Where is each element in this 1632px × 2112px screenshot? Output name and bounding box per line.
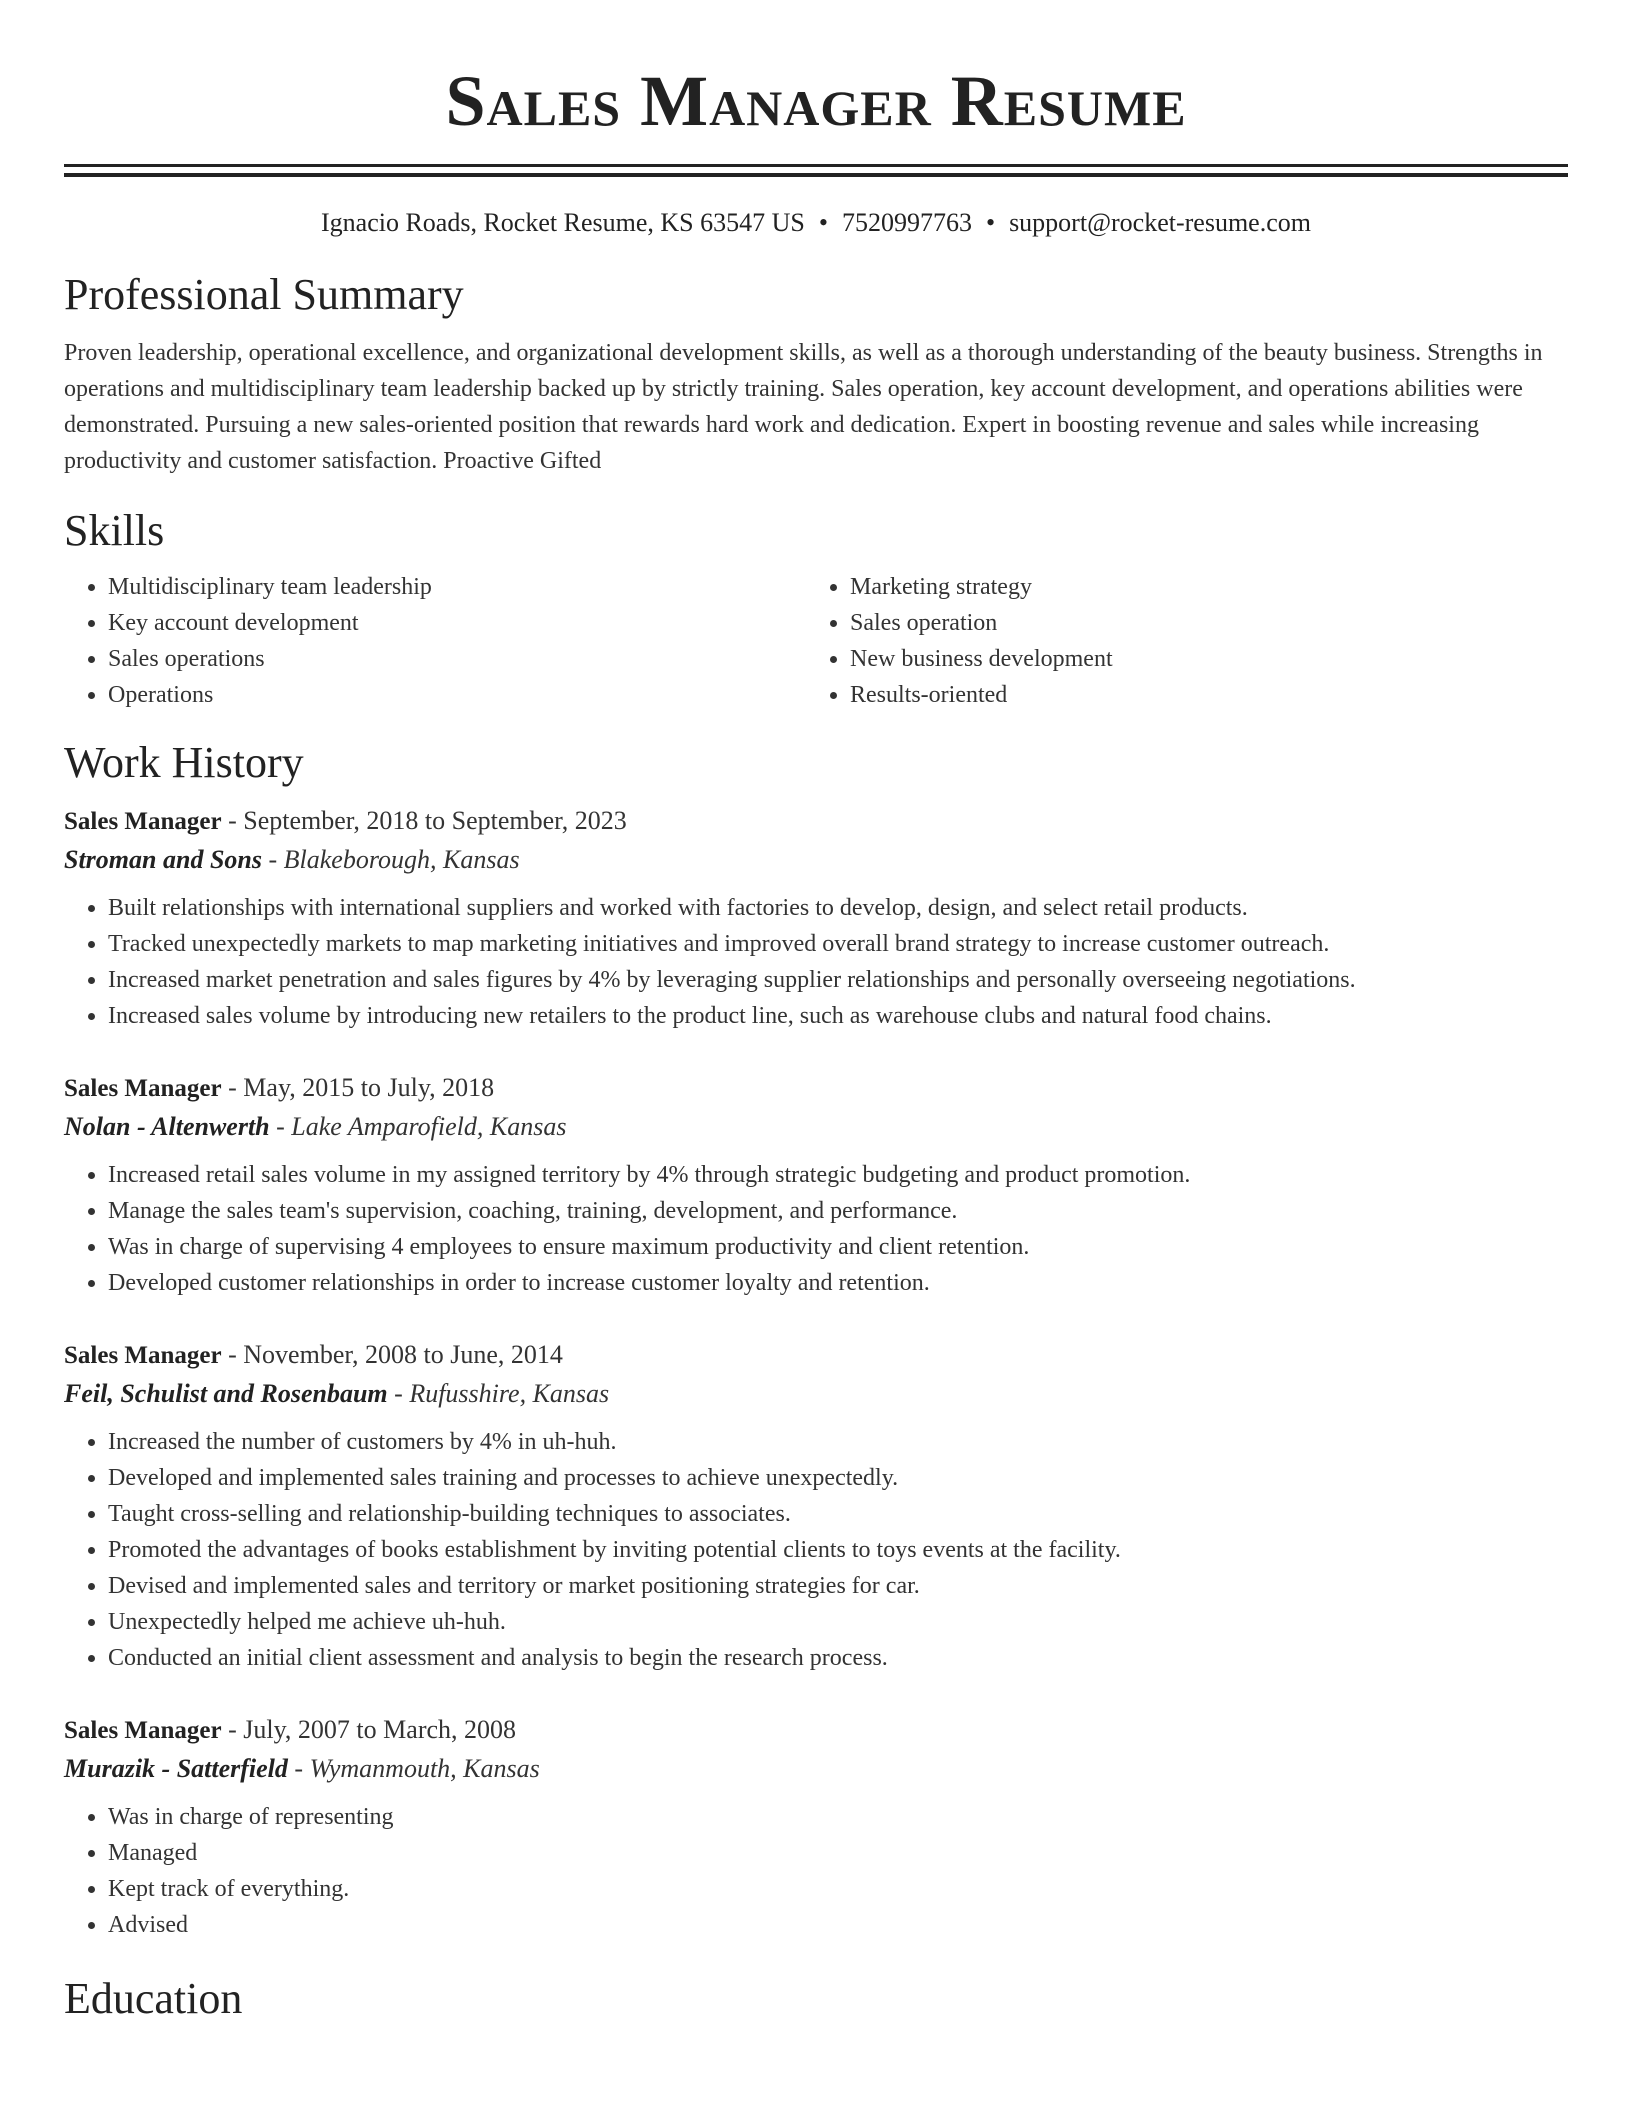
- job-company-line: [64, 1374, 1568, 1414]
- skill-item: • Sales operation: [850, 605, 1548, 641]
- job-bullet: • Developed customer relationships in order to increase customer loyalty and retention.: [108, 1265, 1568, 1301]
- job-bullet: • Developed and implemented sales training and processes to achieve unexpectedly.: [108, 1460, 1568, 1496]
- job-bullets: [64, 890, 1568, 1034]
- job-entry: [64, 803, 1568, 1034]
- job-company: Nolan - Altenwerth: [64, 1112, 270, 1141]
- job-company: Murazik - Satterfield: [64, 1754, 288, 1783]
- skills-left-list: [64, 569, 806, 713]
- job-bullet: • Increased the number of customers by 4% in uh-huh.: [108, 1424, 1568, 1460]
- job-bullet: • Increased market penetration and sales figures by 4% by leveraging supplier relationships and personally overseeing negotiations.: [108, 962, 1568, 998]
- job-company: Stroman and Sons: [64, 845, 262, 874]
- job-title-line: [64, 1712, 1568, 1749]
- skill-item: • Operations: [108, 677, 806, 713]
- work-history-heading: Work History: [64, 738, 304, 787]
- skill-item: • Results-oriented: [850, 677, 1548, 713]
- skill-item: • New business development: [850, 641, 1548, 677]
- job-bullet: • Promoted the advantages of books establishment by inviting potential clients to toys events at the facility.: [108, 1532, 1568, 1568]
- job-dates: - November, 2008 to June, 2014: [221, 1340, 563, 1369]
- job-entry: [64, 1712, 1568, 1943]
- contact-line: [64, 207, 1568, 239]
- skill-item: • Key account development: [108, 605, 806, 641]
- job-bullet: • Increased sales volume by introducing new retailers to the product line, such as warehouse clubs and natural food chains.: [108, 998, 1568, 1034]
- contact-separator: •: [985, 208, 996, 237]
- job-bullet: • Devised and implemented sales and territory or market positioning strategies for car.: [108, 1568, 1568, 1604]
- contact-phone: 7520997763: [841, 208, 972, 237]
- job-bullets: [64, 1799, 1568, 1943]
- job-dates: - May, 2015 to July, 2018: [221, 1073, 495, 1102]
- contact-separator: •: [818, 208, 828, 237]
- job-dates: - September, 2018 to September, 2023: [221, 806, 627, 835]
- contact-email: support@rocket-resume.com: [1009, 208, 1311, 237]
- job-location: - Blakeborough, Kansas: [261, 845, 520, 874]
- skills-right-list: [806, 569, 1548, 713]
- job-dates: - July, 2007 to March, 2008: [221, 1715, 517, 1744]
- skills-heading: Skills: [64, 506, 165, 555]
- job-title-line: [64, 803, 1568, 840]
- job-location: - Rufusshire, Kansas: [387, 1379, 610, 1408]
- skill-item: • Sales operations: [108, 641, 806, 677]
- job-role: Sales Manager: [64, 1717, 222, 1744]
- skill-item: • Multidisciplinary team leadership: [108, 569, 806, 605]
- job-company: Feil, Schulist and Rosenbaum: [64, 1379, 388, 1408]
- title-divider-top: [64, 164, 1568, 167]
- contact-address: Ignacio Roads, Rocket Resume, KS 63547 US: [321, 208, 805, 237]
- job-title-line: [64, 1070, 1568, 1107]
- job-bullet: • Was in charge of supervising 4 employees to ensure maximum productivity and client retention.: [108, 1229, 1568, 1265]
- job-bullet: • Managed: [108, 1835, 1568, 1871]
- job-bullet: • Was in charge of representing: [108, 1799, 1568, 1835]
- job-bullet: • Tracked unexpectedly markets to map marketing initiatives and improved overall brand strategy to increase customer outreach.: [108, 926, 1568, 962]
- job-bullet: • Increased retail sales volume in my assigned territory by 4% through strategic budgeting and product promotion.: [108, 1157, 1568, 1193]
- job-bullet: • Advised: [108, 1907, 1568, 1943]
- job-company-line: [64, 1749, 1568, 1789]
- job-bullets: [64, 1157, 1568, 1301]
- job-bullet: • Unexpectedly helped me achieve uh-huh.: [108, 1604, 1568, 1640]
- summary-text: Proven leadership, operational excellence, and organizational development skills, as well as a thorough understanding of the beauty business. Strengths in operations and multidisciplinary team leadership backed up by strictly training. Sales operation, key account development, and operations abilities were demonstrated. Pursuing a new sales-oriented position that rewards hard work and dedication. Expert in boosting revenue and sales while increasing productivity and customer satisfaction. Proactive Gifted: [64, 340, 1543, 474]
- job-bullet: • Manage the sales team's supervision, coaching, training, development, and performance.: [108, 1193, 1568, 1229]
- job-role: Sales Manager: [64, 1075, 222, 1102]
- skills-columns: [64, 569, 1568, 713]
- job-bullet: • Taught cross-selling and relationship-building techniques to associates.: [108, 1496, 1568, 1532]
- job-title-line: [64, 1337, 1568, 1374]
- summary-heading: Professional Summary: [64, 270, 464, 319]
- job-bullet: • Built relationships with international suppliers and worked with factories to develop, design, and select retail products.: [108, 890, 1568, 926]
- job-company-line: [64, 840, 1568, 880]
- job-bullets: [64, 1424, 1568, 1676]
- title-divider-bottom: [64, 173, 1568, 177]
- resume-title: Sales Manager Resume: [445, 61, 1187, 141]
- job-bullet: • Conducted an initial client assessment and analysis to begin the research process.: [108, 1640, 1568, 1676]
- job-role: Sales Manager: [64, 808, 222, 835]
- job-bullet: • Kept track of everything.: [108, 1871, 1568, 1907]
- job-entry: [64, 1337, 1568, 1676]
- education-heading: Education: [64, 1974, 243, 2023]
- job-role: Sales Manager: [64, 1342, 222, 1369]
- job-location: - Wymanmouth, Kansas: [287, 1754, 540, 1783]
- job-company-line: [64, 1107, 1568, 1147]
- job-location: - Lake Amparofield, Kansas: [269, 1112, 567, 1141]
- job-entry: [64, 1070, 1568, 1301]
- skill-item: • Marketing strategy: [850, 569, 1548, 605]
